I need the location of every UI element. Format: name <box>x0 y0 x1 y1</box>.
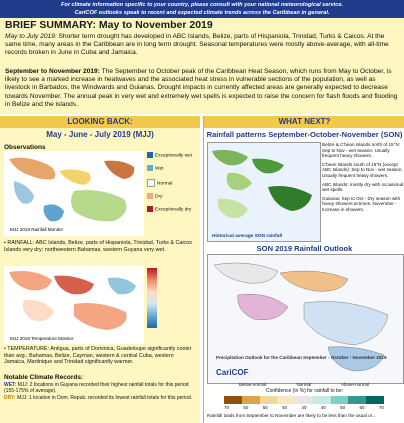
son-outlook-title: SON 2019 Rainfall Outlook <box>256 244 353 253</box>
legend-item <box>147 193 195 200</box>
rainfall-monitor-map <box>4 151 144 236</box>
son-patterns-title: Rainfall patterns September-October-November (SON) <box>206 130 403 139</box>
legend-item <box>147 152 195 159</box>
color-swatch <box>224 396 242 404</box>
tick: 50 <box>340 405 346 410</box>
what-next-header: WHAT NEXT? <box>204 116 404 128</box>
seasonal-notes <box>322 142 404 213</box>
tick: 40 <box>301 405 307 410</box>
map4-caption: Precipitation Outlook for the Caribbean September - October - November 2019 <box>216 355 387 360</box>
outlook-footer: Rainfall totals from September to November are likely to be less than the usual or... <box>207 413 376 418</box>
legend-swatch <box>147 165 153 171</box>
tick: 60 <box>359 405 365 410</box>
confidence-title: Confidence (in %) for rainfall to be: <box>266 388 343 394</box>
note-item: ABC Islands: mostly dry with occasional wet spells. <box>322 181 404 193</box>
brief-title: BRIEF SUMMARY: May to November 2019 <box>5 19 213 31</box>
temperature-bullet: • TEMPERATURE: Antigua, parts of Dominica, Guadeloupe significantly cooler than avg.; Bahamas, Belize, Cayman, western & central Cuba, western Jamaica, Martinique and Trinidad significantly warmer. <box>4 346 192 366</box>
group-label: Below-normal <box>238 382 267 387</box>
tick: 40 <box>320 405 326 410</box>
notable-records-title: Notable Climate Records: <box>4 374 84 381</box>
brief-paragraph-1 <box>5 33 399 58</box>
legend-swatch <box>147 179 155 187</box>
rainfall-legend <box>147 152 195 213</box>
looking-back-header: LOOKING BACK: <box>0 116 200 128</box>
brief-summary <box>0 18 404 114</box>
legend-item <box>147 179 195 187</box>
record-text: MJJ: 1 location in Dom. Repub. recorded its lowest rainfall totals for this period. <box>17 395 193 401</box>
temperature-monitor-map <box>4 266 144 344</box>
color-swatch <box>331 396 349 404</box>
legend-swatch <box>147 152 153 158</box>
note-item: C'bean Islands south of 15°N (except ABC Islands): Sep to Nov - wet season. Usually frequent heavy showers. <box>322 161 403 178</box>
legend-label: Normal <box>157 180 173 186</box>
observations-label: Observations <box>4 144 46 151</box>
color-swatch <box>366 396 384 404</box>
map1-caption: MJJ 2019 Rainfall Monitor <box>10 227 64 232</box>
group-label: Above-normal <box>340 382 369 387</box>
rainfall-bullet: • RAINFALL: ABC Islands, Belize, parts of Hispaniola, Trinidad, Turks & Caicos Islands very dry; northwestern Bahamas, western Guyana very wet. <box>4 240 192 253</box>
legend-label: Exceptionally dry <box>155 207 192 213</box>
color-swatch <box>313 396 331 404</box>
confidence-groups <box>224 382 384 387</box>
map2-caption: MJJ 2019 Temperature Monitor <box>10 336 74 341</box>
record-tag: WET: <box>4 382 17 388</box>
looking-back-panel <box>0 116 200 423</box>
banner-line-2: CariCOF outlooks speak to recent and expected climate trends across the Caribbean in general. <box>74 10 330 16</box>
record-text: MJJ: 2 locations in Guyana recorded their highest rainfall totals for this period (155-175% of average). <box>4 382 189 394</box>
confidence-ticks <box>224 405 384 410</box>
caricof-brand: CariCOF <box>216 368 249 377</box>
record-wet <box>4 382 196 394</box>
temperature-colorbar <box>147 268 157 328</box>
paragraph-1-text: Shorter term drought has developed in ABC Islands, Belize, parts of Hispaniola, Trinidad, Turks & Caicos. At the same time, many areas in the Caribbean are in long term drought. Seasonal temperatures were mostly above-average, with all-time records broken in June in Cuba and Jamaica. <box>5 33 389 57</box>
tick: 70 <box>378 405 384 410</box>
legend-item <box>147 206 195 213</box>
color-swatch <box>295 396 313 404</box>
note-item: Belize & C'bean Islands north of 15°N: Sep to Nov - wet season. Usually frequent heavy showers. <box>322 142 401 159</box>
legend-label: Wet <box>155 166 164 172</box>
color-swatch <box>348 396 366 404</box>
paragraph-2-text: The September to October peak of the Caribbean Heat Season, which runs from May to October, is likely to see a marked increase in heatwaves and the associated heat stress in vulnerable sections of the population, as well as livestock in Barbados, the Windwards and Guianas. Drought impacts in currently affected areas are generally expected to decrease towards November. The annual peak in very wet and extremely wet spells is expected to raise the concern for flash floods and flooding in Belize and the islands. <box>5 68 398 108</box>
son-outlook-map <box>207 254 404 384</box>
map3-caption: Historical average SON rainfall <box>212 234 283 239</box>
tick: 40 <box>282 405 288 410</box>
paragraph-1-lead: May to July 2019: <box>5 33 57 40</box>
confidence-colorbar <box>224 396 384 404</box>
color-swatch <box>260 396 278 404</box>
record-dry <box>4 395 196 401</box>
group-label: Normal <box>296 382 311 387</box>
looking-back-subtitle: May - June - July 2019 (MJJ) <box>46 130 154 139</box>
color-swatch <box>277 396 295 404</box>
tick: 60 <box>243 405 249 410</box>
banner-line-1: For climate information specific to your country, please consult with your national meteorological service. <box>60 2 344 8</box>
historical-rainfall-map <box>207 142 321 242</box>
legend-swatch <box>147 193 153 199</box>
paragraph-2-lead: September to November 2019: <box>5 68 100 75</box>
legend-label: Dry <box>155 194 163 200</box>
tick: 70 <box>224 405 230 410</box>
tick: 50 <box>262 405 268 410</box>
what-next-panel <box>203 116 404 423</box>
info-banner <box>0 0 404 19</box>
legend-swatch <box>147 206 153 212</box>
legend-label: Exceptionally wet <box>155 153 193 159</box>
color-swatch <box>242 396 260 404</box>
legend-item <box>147 165 195 172</box>
record-tag: DRY: <box>4 395 16 401</box>
note-item: Guianas: Sep to Oct - Dry season with heavy showers at times. November - Increase in showers. <box>322 195 401 212</box>
brief-paragraph-2 <box>5 68 399 109</box>
